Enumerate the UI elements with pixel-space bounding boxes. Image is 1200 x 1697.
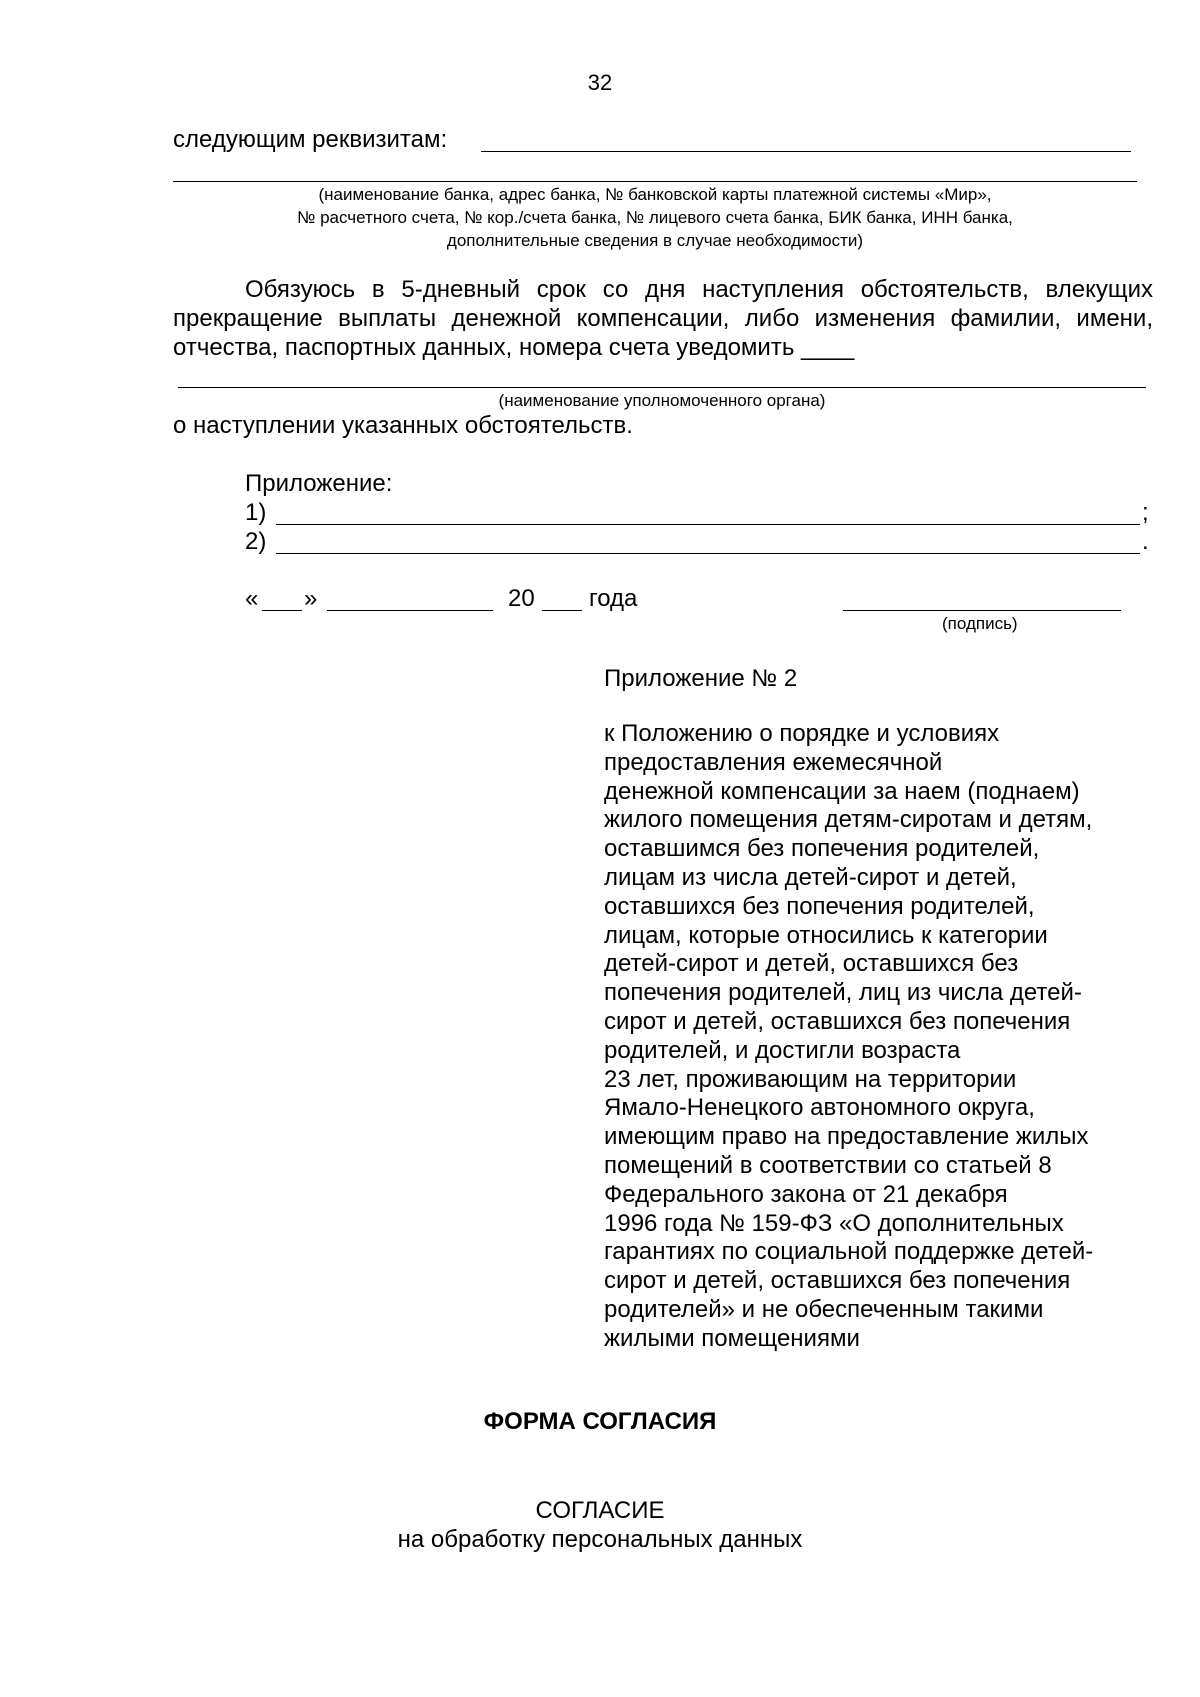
authority-field-line[interactable] <box>178 387 1146 388</box>
details-caption-line: (наименование банка, адрес банка, № банковской карты платежной системы «Мир», <box>318 185 992 204</box>
details-label: следующим реквизитам: <box>173 126 448 153</box>
appendix-line: Федерального закона от 21 декабря <box>604 1180 1008 1208</box>
appendix-line: лицам, которые относились к категории <box>604 921 1048 949</box>
details-field-line-1[interactable] <box>481 151 1131 152</box>
appendix-line: предоставления ежемесячной <box>604 748 943 776</box>
appendix-line: 23 лет, проживающим на территории <box>604 1065 1017 1093</box>
attachment-end-mark: . <box>1142 528 1149 555</box>
appendix-line: жилыми помещениями <box>604 1324 860 1352</box>
obligation-continuation: о наступлении указанных обстоятельств. <box>173 412 633 439</box>
date-day-field[interactable] <box>262 610 302 611</box>
details-caption <box>173 183 1137 252</box>
signature-caption: (подпись) <box>942 614 1018 633</box>
appendix-line: 1996 года № 159-ФЗ «О дополнительных <box>604 1209 1064 1237</box>
attachment-field-1[interactable] <box>276 524 1140 525</box>
date-month-field[interactable] <box>327 610 493 611</box>
date-year-prefix: 20 <box>508 585 535 612</box>
signature-field[interactable] <box>843 610 1121 611</box>
attachment-number: 1) <box>245 499 267 526</box>
appendix-line: жилого помещения детям-сиротам и детям, <box>604 806 1093 834</box>
authority-caption: (наименование уполномоченного органа) <box>498 391 826 410</box>
appendix-line: родителей, и достигли возраста <box>604 1036 961 1064</box>
appendix-line: лицам из числа детей-сирот и детей, <box>604 863 1017 891</box>
appendix-line: Ямало-Ненецкого автономного округа, <box>604 1094 1035 1122</box>
attachment-number: 2) <box>245 528 267 555</box>
appendix-line: имеющим право на предоставление жилых <box>604 1123 1089 1151</box>
appendix-description <box>604 720 1164 1354</box>
appendix-line: к Положению о порядке и условиях <box>604 720 1000 747</box>
consent-title: СОГЛАСИЕ <box>535 1497 665 1524</box>
attachment-field-2[interactable] <box>276 553 1140 554</box>
details-field-line-2[interactable] <box>173 181 1137 182</box>
appendix-line: сирот и детей, оставшихся без попечения <box>604 1007 1071 1035</box>
page-number: 32 <box>587 70 613 95</box>
appendix-line: родителей» и не обеспеченным такими <box>604 1295 1044 1323</box>
form-heading: ФОРМА СОГЛАСИЯ <box>483 1408 717 1435</box>
appendix-line: сирот и детей, оставшихся без попечения <box>604 1267 1071 1295</box>
appendix-title: Приложение № 2 <box>604 665 798 692</box>
date-close-quote: » <box>304 585 318 612</box>
date-year-suffix: года <box>589 585 638 612</box>
appendix-line: попечения родителей, лиц из числа детей- <box>604 979 1082 1007</box>
appendix-line: детей-сирот и детей, оставшихся без <box>604 950 1019 978</box>
obligation-text: Обязуюсь в 5-дневный срок со дня наступления обстоятельств, влекущих прекращение выплаты денежной компенсации, либо изменения фамилии, имени, отчества, паспортных данных, номера счета уведомить ____ <box>173 276 1153 361</box>
appendix-line: денежной компенсации за наем (поднаем) <box>604 777 1080 805</box>
attachment-end-mark: ; <box>1142 499 1149 526</box>
appendix-line: оставшимся без попечения родителей, <box>604 835 1040 863</box>
details-caption-line: дополнительные сведения в случае необходимости) <box>446 231 864 250</box>
date-open-quote: « <box>245 585 259 612</box>
appendix-line: оставшихся без попечения родителей, <box>604 892 1035 920</box>
appendix-line: гарантиях по социальной поддержке детей- <box>604 1238 1094 1266</box>
attachments-heading: Приложение: <box>245 470 393 497</box>
appendix-line: помещений в соответствии со статьей 8 <box>604 1151 1052 1179</box>
consent-subtitle: на обработку персональных данных <box>397 1526 803 1553</box>
obligation-paragraph <box>173 275 1153 362</box>
date-year-field[interactable] <box>542 610 582 611</box>
details-caption-line: № расчетного счета, № кор./счета банка, № лицевого счета банка, БИК банка, ИНН банка, <box>297 208 1013 227</box>
